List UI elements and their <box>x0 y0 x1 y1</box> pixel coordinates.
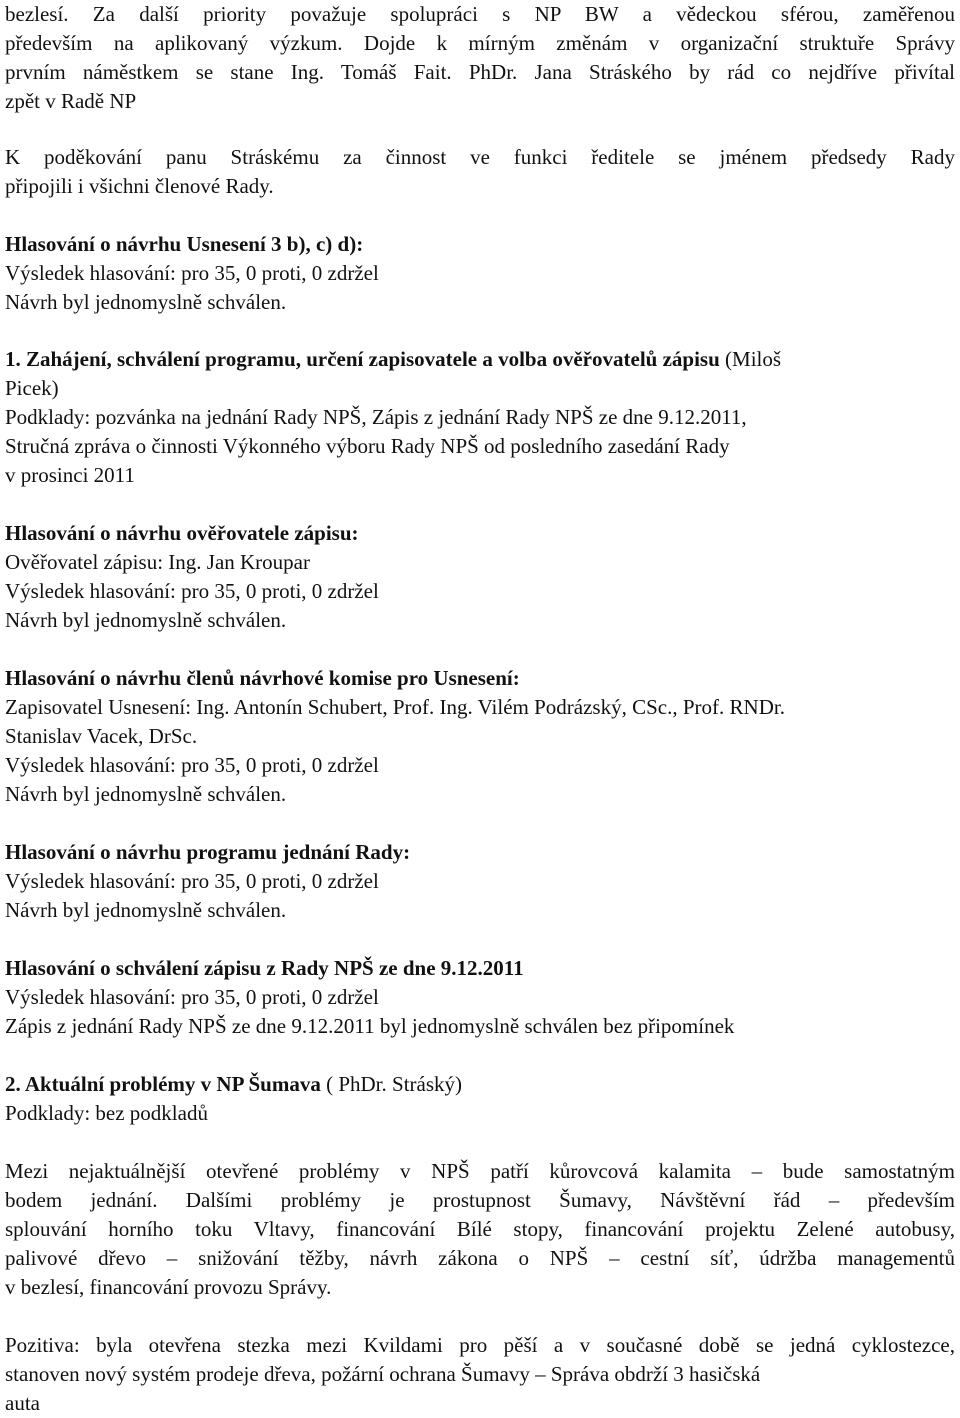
vote-heading: Hlasování o návrhu členů návrhové komise pro Usnesení: <box>5 666 520 690</box>
paragraph-line: v bezlesí, financování provozu Správy. <box>5 1275 332 1299</box>
paragraph-line: připojili i všichni členové Rady. <box>5 174 274 198</box>
vote-result: Výsledek hlasování: pro 35, 0 proti, 0 zdržel <box>5 753 379 777</box>
verifier-line: Ověřovatel zápisu: Ing. Jan Kroupar <box>5 550 310 574</box>
paragraph-line: Mezi nejaktuálnější otevřené problémy v NPŠ patří kůrovcová kalamita – bude samostatným <box>5 1159 955 1183</box>
vote-outcome: Návrh byl jednomyslně schválen. <box>5 782 287 806</box>
vote-heading: Hlasování o návrhu ověřovatele zápisu: <box>5 521 359 545</box>
vote-result: Výsledek hlasování: pro 35, 0 proti, 0 zdržel <box>5 579 379 603</box>
paragraph-line: Stručná zpráva o činnosti Výkonného výboru Rady NPŠ od posledního zasedání Rady <box>5 434 730 458</box>
recorder-line: Zapisovatel Usnesení: Ing. Antonín Schubert, Prof. Ing. Vilém Podrázský, CSc., Prof. RNDr. <box>5 695 785 719</box>
vote-heading: Hlasování o návrhu programu jednání Rady: <box>5 840 411 864</box>
paragraph-line: Pozitiva: byla otevřena stezka mezi Kvildami pro pěší a v současné době se jedná cyklostezce, <box>5 1333 955 1357</box>
vote-outcome: Návrh byl jednomyslně schválen. <box>5 898 287 922</box>
paragraph-line: bezlesí. Za další priority považuje spolupráci s NP BW a vědeckou sférou, zaměřenou <box>5 2 955 26</box>
vote-heading: Hlasování o schválení zápisu z Rady NPŠ ze dne 9.12.2011 <box>5 956 524 980</box>
agenda-item-2-title <box>5 1070 462 1099</box>
vote-result: Výsledek hlasování: pro 35, 0 proti, 0 zdržel <box>5 985 379 1009</box>
vote-result: Výsledek hlasování: pro 35, 0 proti, 0 zdržel <box>5 261 379 285</box>
paragraph-line: především na aplikovaný výzkum. Dojde k mírným změnám v organizační struktuře Správy <box>5 31 955 55</box>
paragraph-line: zpět v Radě NP <box>5 89 137 113</box>
vote-outcome: Zápis z jednání Rady NPŠ ze dne 9.12.2011 byl jednomyslně schválen bez připomínek <box>5 1014 735 1038</box>
agenda-item-2-bold: 2. Aktuální problémy v NP Šumava <box>5 1072 321 1096</box>
vote-outcome: Návrh byl jednomyslně schválen. <box>5 290 287 314</box>
paragraph-line: stanoven nový systém prodeje dřeva, požární ochrana Šumavy – Správa obdrží 3 hasičská <box>5 1362 761 1386</box>
paragraph-line: v prosinci 2011 <box>5 463 135 487</box>
vote-result: Výsledek hlasování: pro 35, 0 proti, 0 zdržel <box>5 869 379 893</box>
agenda-item-1-bold: 1. Zahájení, schválení programu, určení zapisovatele a volba ověřovatelů zápisu <box>5 347 720 371</box>
agenda-item-1-presenter: (Miloš <box>719 347 782 371</box>
paragraph-line: prvním náměstkem se stane Ing. Tomáš Fait. PhDr. Jana Stráského by rád co nejdříve přivítal <box>5 60 955 84</box>
paragraph-line: palivové dřevo – snižování těžby, návrh zákona o NPŠ – cestní síť, údržba managementů <box>5 1246 955 1270</box>
recorder-line-cont: Stanislav Vacek, DrSc. <box>5 724 198 748</box>
agenda-item-1-title <box>5 345 781 374</box>
agenda-item-1-presenter-cont: Picek) <box>5 376 59 400</box>
paragraph-line: auta <box>5 1391 40 1415</box>
paragraph-line: bodem jednání. Dalšími problémy je prostupnost Šumavy, Návštěvní řád – především <box>5 1188 955 1212</box>
vote-heading: Hlasování o návrhu Usnesení 3 b), c) d): <box>5 232 364 256</box>
materials-line: Podklady: bez podkladů <box>5 1101 208 1125</box>
paragraph-line: splouvání horního toku Vltavy, financování Bílé stopy, financování projektu Zelené autobusy, <box>5 1217 955 1241</box>
agenda-item-2-presenter: ( PhDr. Stráský) <box>320 1072 463 1096</box>
materials-line: Podklady: pozvánka na jednání Rady NPŠ, Zápis z jednání Rady NPŠ ze dne 9.12.2011, <box>5 405 747 429</box>
vote-outcome: Návrh byl jednomyslně schválen. <box>5 608 287 632</box>
paragraph-line: K poděkování panu Stráskému za činnost ve funkci ředitele se jménem předsedy Rady <box>5 145 955 169</box>
